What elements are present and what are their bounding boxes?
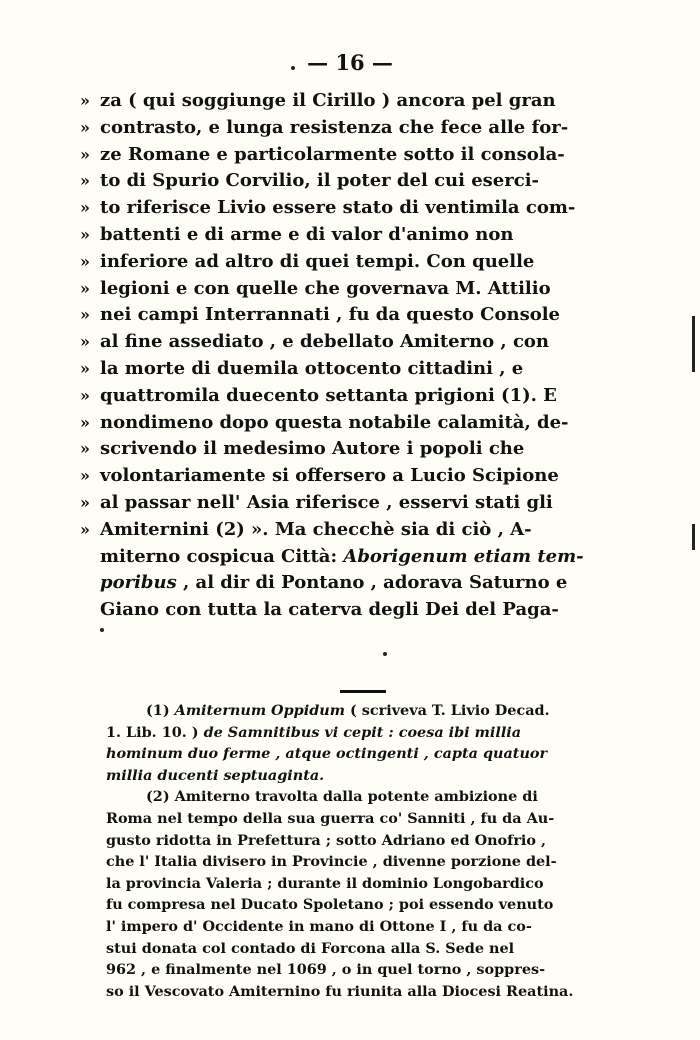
line-text [100, 519, 532, 540]
quotation-mark: » [80, 91, 90, 110]
line-text [100, 224, 513, 245]
quotation-mark: » [80, 251, 90, 271]
text-line [100, 570, 640, 597]
text-line [80, 383, 640, 410]
text-line [80, 436, 640, 463]
quotation-mark: » [80, 278, 90, 298]
line-text [100, 599, 559, 620]
text-line [80, 276, 640, 303]
quotation-mark: » [80, 412, 90, 432]
text-segment: Roma nel tempo della sua guerra co' Sanniti , fu da Au- [106, 809, 555, 827]
text-segment: Giano con tutta la caterva degli Dei del Paga- [100, 599, 559, 621]
line-text [100, 251, 534, 272]
italic-text: millia ducenti septuaginta. [106, 766, 325, 784]
line-text [100, 170, 539, 191]
line-text [100, 385, 557, 406]
italic-text: hominum duo ferme , atque octingenti , capta quatuor [106, 745, 548, 763]
text-line [80, 517, 640, 544]
text-segment: ( scriveva T. Livio Decad. [344, 702, 550, 719]
line-text [100, 492, 553, 513]
footnote-line [106, 786, 631, 808]
text-line [80, 115, 640, 142]
margin-mark [692, 524, 695, 550]
text-line [80, 222, 640, 249]
quotation-mark: » [80, 358, 90, 378]
quotation-mark: » [80, 198, 90, 218]
line-text [100, 144, 565, 165]
footnote-separator [340, 690, 386, 693]
quotation-mark: » [80, 385, 90, 405]
italic-text: poribus [100, 572, 177, 594]
italic-text: Amiternum Oppidum [174, 702, 345, 719]
line-text [100, 465, 559, 486]
text-line [80, 329, 640, 356]
text-segment: (1) [146, 702, 175, 719]
text-segment: al passar nell' Asia riferisce , esservi stati gli [100, 491, 553, 513]
text-segment: legioni e con quelle che governava M. Attilio [100, 277, 551, 299]
text-line [80, 249, 640, 276]
text-segment: 962 , e finalmente nel 1069 , o in quel torno , soppres- [106, 961, 546, 979]
line-text [100, 304, 560, 325]
footnote-line [106, 938, 631, 960]
quotation-mark: » [80, 144, 90, 164]
text-segment: scrivendo il medesimo Autore i popoli che [100, 438, 525, 460]
line-text [100, 90, 556, 111]
text-segment: 1. Lib. 10. ) [106, 723, 204, 741]
text-segment: fu compresa nel Ducato Spoletano ; poi essendo venuto [106, 896, 554, 914]
text-segment: inferiore ad altro di quei tempi. Con quelle [100, 250, 535, 272]
page-number: — 16 — [307, 50, 393, 75]
italic-text: Aborigenum etiam tem- [343, 545, 584, 567]
footnote-line [106, 916, 631, 938]
text-line [100, 597, 640, 624]
text-line [80, 195, 640, 222]
text-segment: stui donata col contado di Forcona alla S. Sede nel [106, 939, 515, 957]
footnote-line [106, 981, 631, 1003]
quotation-mark: » [80, 305, 90, 325]
quotation-mark: » [80, 171, 90, 191]
text-line [80, 463, 640, 490]
margin-mark [692, 316, 695, 372]
text-segment: so il Vescovato Amiternino fu riunita alla Diocesi Reatina. [106, 982, 574, 1000]
text-line [80, 356, 640, 383]
text-segment: to riferisce Livio essere stato di ventimila com- [100, 197, 576, 219]
line-text [100, 358, 523, 379]
text-line [80, 88, 640, 115]
text-segment: ze Romane e particolarmente sotto il consola- [100, 143, 565, 165]
ink-speck [383, 652, 387, 656]
footnotes [106, 700, 631, 1002]
text-segment: (2) Amiterno travolta dalla potente ambizione di [146, 788, 538, 806]
quotation-mark: » [80, 439, 90, 459]
text-segment: volontariamente si offersero a Lucio Scipione [100, 465, 559, 487]
footnote-line [106, 808, 631, 830]
text-segment: to di Spurio Corvilio, il poter del cui eserci- [100, 170, 540, 192]
text-line [80, 302, 640, 329]
text-line [80, 490, 640, 517]
quotation-mark: » [80, 466, 90, 486]
line-text [100, 412, 569, 433]
quotation-mark: » [80, 332, 90, 352]
footnote-line [106, 700, 631, 722]
text-segment: nondimeno dopo questa notabile calamità, de- [100, 411, 569, 433]
footnote-line [106, 873, 631, 895]
text-segment: gusto ridotta in Prefettura ; sotto Adriano ed Onofrio , [106, 831, 547, 849]
text-segment: za ( qui soggiunge il Cirillo ) ancora pel gran [100, 90, 556, 111]
footnote-line [106, 959, 631, 981]
footnote-line [106, 830, 631, 852]
line-text [100, 278, 551, 299]
quotation-mark: » [80, 492, 90, 512]
line-text [100, 438, 524, 459]
text-segment: , al dir di Pontano , adorava Saturno e [176, 572, 568, 594]
ink-speck [100, 628, 104, 632]
text-line [100, 544, 640, 571]
quotation-mark: » [80, 519, 90, 539]
line-text [100, 331, 549, 352]
text-segment: contrasto, e lunga resistenza che fece alle for- [100, 116, 569, 138]
text-segment: che l' Italia divisero in Provincie , divenne porzione del- [106, 853, 557, 871]
line-text [100, 197, 575, 218]
text-line [80, 410, 640, 437]
quotation-mark: » [80, 224, 90, 244]
text-segment: Amiternini (2) ». Ma checchè sia di ciò , A- [100, 518, 532, 540]
line-text [100, 572, 567, 593]
text-segment: nei campi Interrannati , fu da questo Console [100, 304, 561, 326]
text-segment: l' impero d' Occidente in mano di Ottone I , fu da co- [106, 917, 532, 935]
body-text [80, 88, 640, 624]
italic-text: de Samnitibus vi cepit : coesa ibi millia [203, 723, 522, 741]
footnote-line [106, 851, 631, 873]
text-segment: battenti e di arme e di valor d'animo non [100, 223, 514, 245]
text-segment: la provincia Valeria ; durante il dominio Longobardico [106, 874, 544, 892]
footnote-line [106, 765, 631, 787]
text-line [80, 168, 640, 195]
text-segment: al fine assediato , e debellato Amiterno , con [100, 331, 550, 353]
text-segment: quattromila duecento settanta prigioni (1). E [100, 384, 557, 406]
line-text [100, 546, 584, 567]
text-segment: miterno cospicua Città: [100, 545, 344, 567]
quotation-mark: » [80, 117, 90, 137]
footnote-line [106, 743, 631, 765]
text-line [80, 142, 640, 169]
footnote-line [106, 894, 631, 916]
line-text [100, 117, 568, 138]
footnote-line [106, 722, 631, 744]
text-segment: la morte di duemila ottocento cittadini , e [100, 357, 524, 379]
